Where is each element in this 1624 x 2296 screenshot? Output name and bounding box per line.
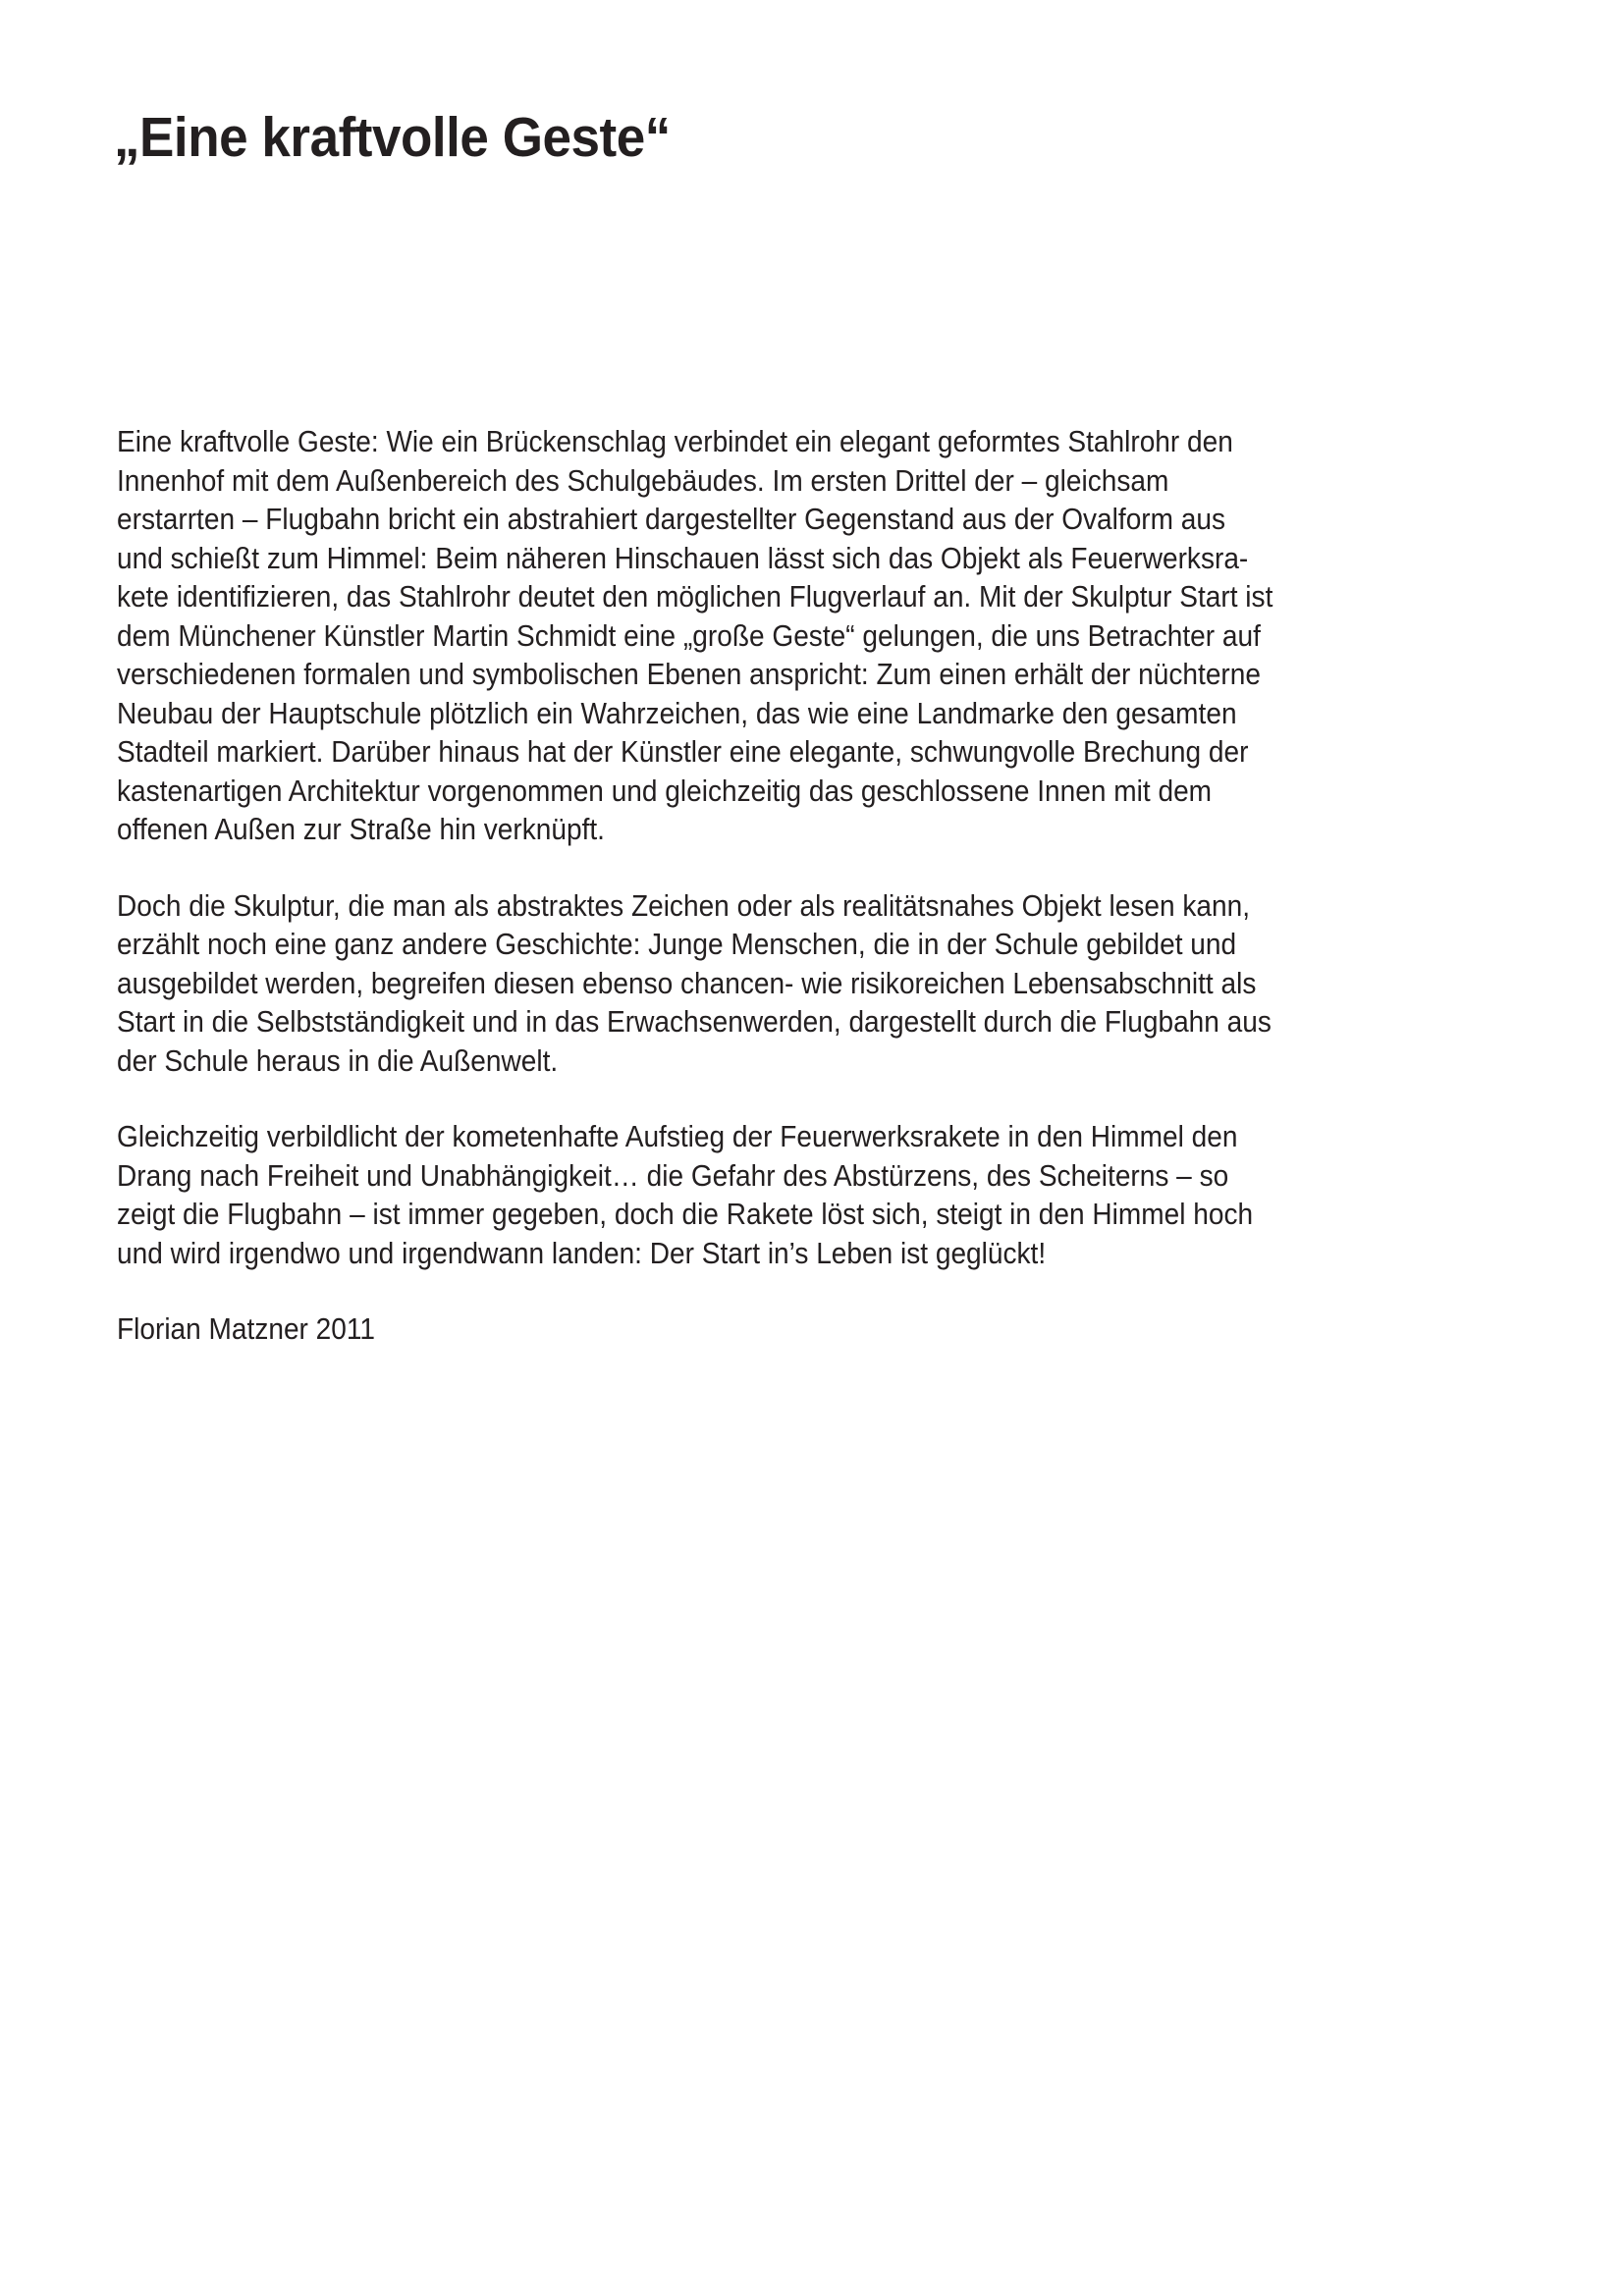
text-line: und wird irgendwo und irgendwann landen: Der Start in’s Leben ist geglückt! [117,1235,1047,1270]
text-line: erzählt noch eine ganz andere Geschichte: Junge Menschen, die in der Schule gebildet und [117,927,1237,961]
text-line: offenen Außen zur Straße hin verknüpft. [117,812,605,846]
text-line: Neubau der Hauptschule plötzlich ein Wahrzeichen, das wie eine Landmarke den gesamten [117,695,1237,730]
author-signature [117,1309,1590,1349]
text-line: ausgebildet werden, begreifen diesen ebenso chancen- wie risikoreichen Lebensabschnitt als [117,965,1257,1000]
paragraph-3 [117,1117,1590,1272]
paragraph-2 [117,886,1590,1081]
article-body [117,422,1590,1349]
paragraph-1 [117,422,1590,849]
text-line: der Schule heraus in die Außenwelt. [117,1042,559,1078]
text-line: kastenartigen Architektur vorgenommen und gleichzeitig das geschlossene Innen mit dem [117,773,1213,808]
page-title: „Eine kraftvolle Geste“ [114,106,671,169]
text-line: zeigt die Flugbahn – ist immer gegeben, doch die Rakete löst sich, steigt in den Himmel hoch [117,1197,1254,1231]
text-line: kete identifizieren, das Stahlrohr deutet den möglichen Flugverlauf an. Mit der Skulptur Start ist [117,579,1273,614]
text-line: erstarrten – Flugbahn bricht ein abstrahiert dargestellter Gegenstand aus der Ovalform aus [117,502,1226,536]
text-line: Start in die Selbstständigkeit und in das Erwachsenwerden, dargestellt durch die Flugbahn aus [117,1004,1272,1039]
text-line: Stadteil markiert. Darüber hinaus hat der Künstler eine elegante, schwungvolle Brechung der [117,734,1249,769]
text-line: verschiedenen formalen und symbolischen Ebenen anspricht: Zum einen erhält der nüchterne [117,657,1261,691]
text-line: Innenhof mit dem Außenbereich des Schulgebäudes. Im ersten Drittel der – gleichsam [117,462,1169,498]
text-line: und schießt zum Himmel: Beim näheren Hinschauen lässt sich das Objekt als Feuerwerksra- [117,540,1249,575]
text-line: Eine kraftvolle Geste: Wie ein Brückenschlag verbindet ein elegant geformtes Stahlrohr den [117,424,1233,458]
text-line: dem Münchener Künstler Martin Schmidt eine „große Geste“ gelungen, die uns Betrachter auf [117,617,1261,653]
text-line: Gleichzeitig verbildlicht der kometenhafte Aufstieg der Feuerwerksrakete in den Himmel den [117,1119,1238,1153]
text-line: Doch die Skulptur, die man als abstraktes Zeichen oder als realitätsnahes Objekt lesen kann, [117,887,1251,923]
text-line: Drang nach Freiheit und Unabhängigkeit… die Gefahr des Abstürzens, des Scheiterns – so [117,1157,1229,1193]
author-name-and-year: Florian Matzner 2011 [117,1311,376,1346]
